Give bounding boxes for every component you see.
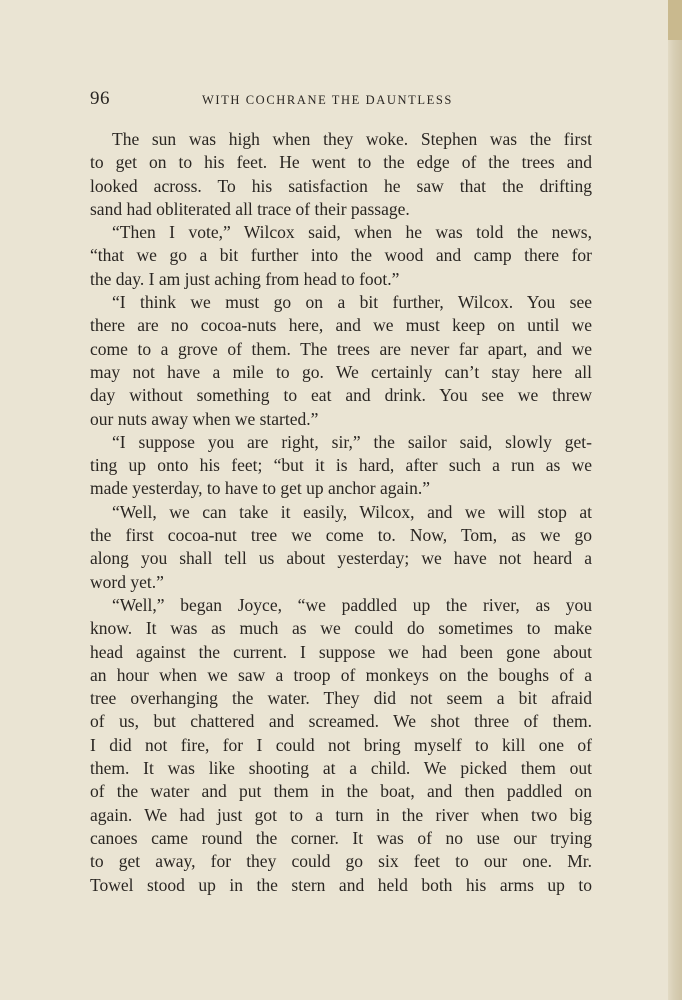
text-line: “Well,” began Joyce, “we paddled up the river, as you (112, 594, 592, 615)
text-line: Towel stood up in the stern and held both his arms up to (90, 874, 592, 895)
text-line: may not have a mile to go. We certainly can’t stay here all (90, 361, 592, 382)
text-line: “that we go a bit further into the wood and camp there for (90, 245, 592, 266)
page-edge-shadow (668, 0, 682, 40)
page-edge (668, 0, 682, 1000)
text-line: made yesterday, to have to get up anchor again.” (90, 478, 430, 499)
text-line: “Then I vote,” Wilcox said, when he was told the news, (112, 222, 592, 243)
text-line: head against the current. I suppose we had been gone about (90, 641, 592, 662)
text-line: tree overhanging the water. They did not seem a bit afraid (90, 688, 592, 709)
text-line: of us, but chattered and screamed. We shot three of them. (90, 711, 592, 732)
text-line: know. It was as much as we could do sometimes to make (90, 618, 592, 639)
text-line: along you shall tell us about yesterday; we have not heard a (90, 548, 592, 569)
text-line: again. We had just got to a turn in the river when two big (90, 804, 592, 825)
text-line: “I suppose you are right, sir,” the sailor said, slowly get- (112, 431, 592, 452)
text-line: of the water and put them in the boat, and then paddled on (90, 781, 592, 802)
text-line: the first cocoa-nut tree we come to. Now, Tom, as we go (90, 525, 592, 546)
text-line: an hour when we saw a troop of monkeys on the boughs of a (90, 664, 592, 685)
page-header (90, 88, 590, 112)
text-line: sand had obliterated all trace of their passage. (90, 198, 410, 219)
text-line: The sun was high when they woke. Stephen was the first (112, 129, 592, 149)
text-line: our nuts away when we started.” (90, 408, 319, 429)
text-line: there are no cocoa-nuts here, and we must keep on until we (90, 315, 592, 336)
text-line: looked across. To his satisfaction he saw that the drifting (90, 175, 592, 196)
running-head: WITH COCHRANE THE DAUNTLESS (202, 93, 453, 107)
text-line: “I think we must go on a bit further, Wilcox. You see (112, 292, 592, 313)
body-text (90, 128, 592, 897)
text-line: “Well, we can take it easily, Wilcox, and we will stop at (112, 501, 592, 522)
text-line: I did not fire, for I could not bring myself to kill one of (90, 734, 592, 755)
text-line: ting up onto his feet; “but it is hard, after such a run as we (90, 455, 592, 476)
text-line: to get on to his feet. He went to the edge of the trees and (90, 152, 592, 173)
text-line: them. It was like shooting at a child. We picked them out (90, 758, 592, 779)
text-line: to get away, for they could go six feet to our one. Mr. (90, 851, 592, 872)
text-line: the day. I am just aching from head to foot.” (90, 268, 400, 289)
text-line: day without something to eat and drink. You see we threw (90, 385, 592, 406)
text-line: canoes came round the corner. It was of no use our trying (90, 827, 592, 848)
text-line: come to a grove of them. The trees are never far apart, and we (90, 338, 592, 359)
text-line: word yet.” (90, 571, 164, 592)
page-number: 96 (90, 88, 110, 109)
